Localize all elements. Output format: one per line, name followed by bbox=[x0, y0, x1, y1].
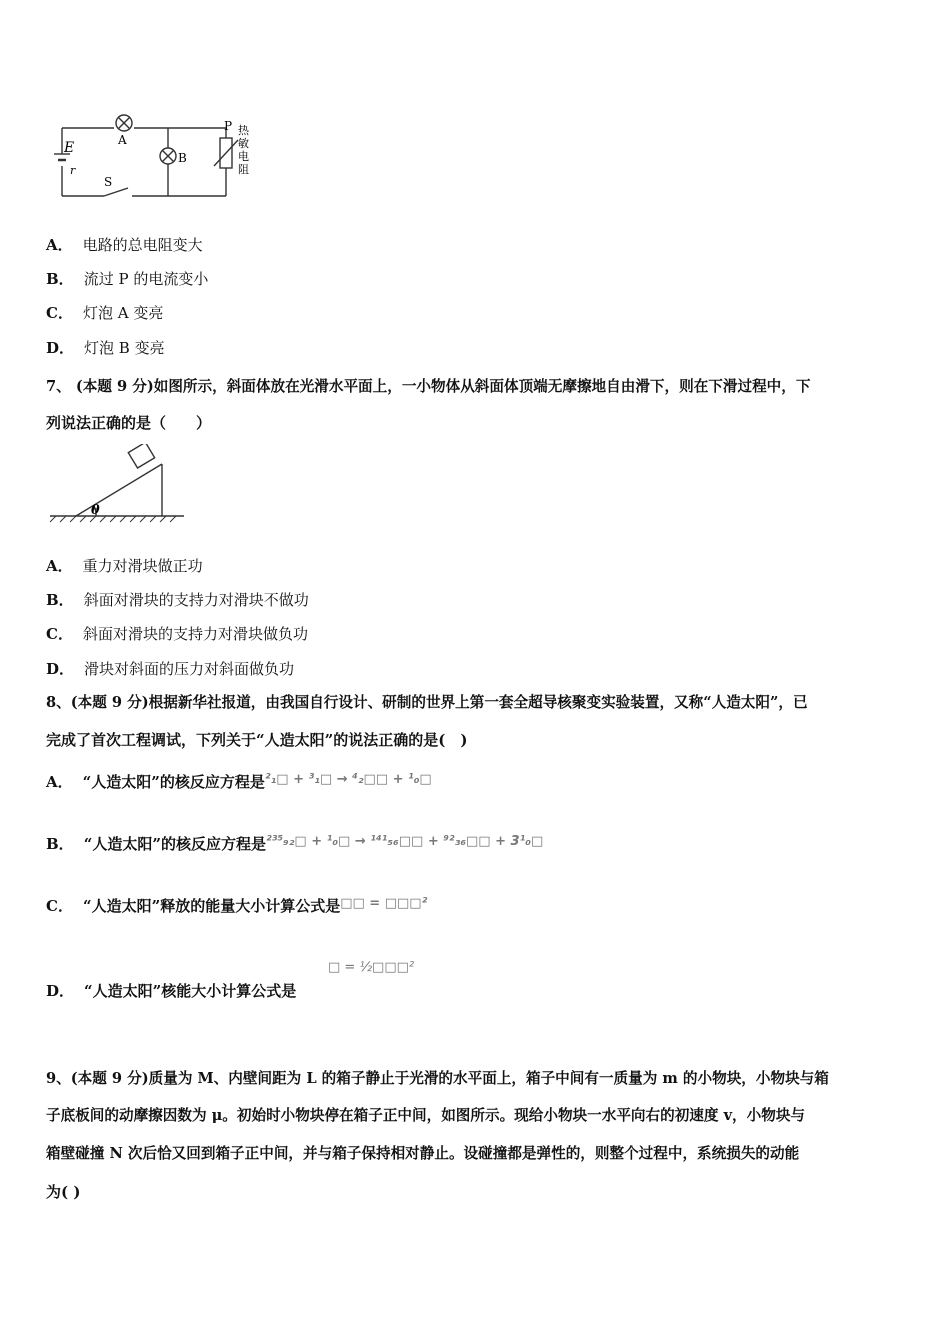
q9-stem-line1: 9、(本题 9 分)质量为 M、内壁间距为 L 的箱子静止于光滑的水平面上，箱子中间有一质量为 m 的小物块，小物块与箱 bbox=[46, 1070, 829, 1087]
q8-option-a: A． “人造太阳”的核反应方程是²₁□ + ³₁□ → ⁴₂□□ + ¹₀□ bbox=[46, 772, 432, 791]
angle-theta: θ bbox=[91, 503, 100, 518]
q8-stem-line1: 8、(本题 9 分)根据新华社报道，由我国自行设计、研制的世界上第一套全超导核聚变实验装置，又称“人造太阳”，已 bbox=[46, 694, 808, 711]
q8-option-c: C． “人造太阳”释放的能量大小计算公式是□□ = □□□² bbox=[46, 896, 428, 915]
q8-formula-d: □ = ½□□□² bbox=[328, 960, 415, 975]
label-r: r bbox=[70, 164, 76, 177]
q8-stem-line2: 完成了首次工程调试，下列关于“人造太阳”的说法正确的是( ) bbox=[46, 731, 468, 749]
label-S: S bbox=[104, 175, 113, 189]
q8-formula-b: ²³⁵₉₂□ + ¹₀□ → ¹⁴¹₅₆□□ + ⁹²₃₆□□ + 3¹₀□ bbox=[265, 834, 544, 849]
label-B: B bbox=[178, 151, 187, 165]
q9-stem-line4: 为( ) bbox=[46, 1183, 81, 1201]
q9-stem-line3: 箱壁碰撞 N 次后恰又回到箱子正中间，并与箱子保持相对静止。设碰撞都是弹性的，则整个过程中，系统损失的动能 bbox=[46, 1145, 800, 1162]
q6-option-c: C． 灯泡 A 变亮 bbox=[46, 304, 164, 322]
incline-diagram bbox=[46, 444, 186, 524]
q7-option-d: D． 滑块对斜面的压力对斜面做负功 bbox=[46, 660, 295, 678]
q6-option-a: A． 电路的总电阻变大 bbox=[46, 236, 203, 254]
label-thermistor-3: 电 bbox=[238, 150, 249, 163]
q8-formula-a: ²₁□ + ³₁□ → ⁴₂□□ + ¹₀□ bbox=[264, 772, 432, 787]
q7-stem-line1: 7、 (本题 9 分)如图所示，斜面体放在光滑水平面上，一小物体从斜面体顶端无摩擦地自由滑下，则在下滑过程中，下 bbox=[46, 378, 811, 395]
q7-stem-line2: 列说法正确的是（ ） bbox=[46, 414, 212, 432]
q7-option-c: C． 斜面对滑块的支持力对滑块做负功 bbox=[46, 625, 308, 643]
label-E: E bbox=[64, 140, 75, 156]
q7-option-b: B． 斜面对滑块的支持力对滑块不做功 bbox=[46, 591, 309, 609]
label-thermistor-1: 热 bbox=[238, 124, 249, 137]
q6-option-d: D． 灯泡 B 变亮 bbox=[46, 339, 165, 357]
q8-option-d: D． “人造太阳”核能大小计算公式是 bbox=[46, 982, 297, 1000]
q8-option-b: B． “人造太阳”的核反应方程是²³⁵₉₂□ + ¹₀□ → ¹⁴¹₅₆□□ + ⁹²₃₆□□ + 3¹₀□ bbox=[46, 834, 544, 853]
q8-formula-c: □□ = □□□² bbox=[340, 896, 428, 911]
q7-option-a: A． 重力对滑块做正功 bbox=[46, 557, 203, 575]
label-P: P bbox=[224, 119, 233, 133]
label-A: A bbox=[118, 133, 127, 147]
q6-option-b: B． 流过 P 的电流变小 bbox=[46, 270, 209, 288]
label-thermistor-4: 阻 bbox=[238, 163, 249, 176]
label-thermistor-2: 敏 bbox=[238, 137, 249, 150]
q9-stem-line2: 子底板间的动摩擦因数为 μ。初始时小物块停在箱子正中间，如图所示。现给小物块一水平向右的初速度 v，小物块与 bbox=[46, 1107, 806, 1124]
circuit-diagram bbox=[44, 108, 264, 208]
